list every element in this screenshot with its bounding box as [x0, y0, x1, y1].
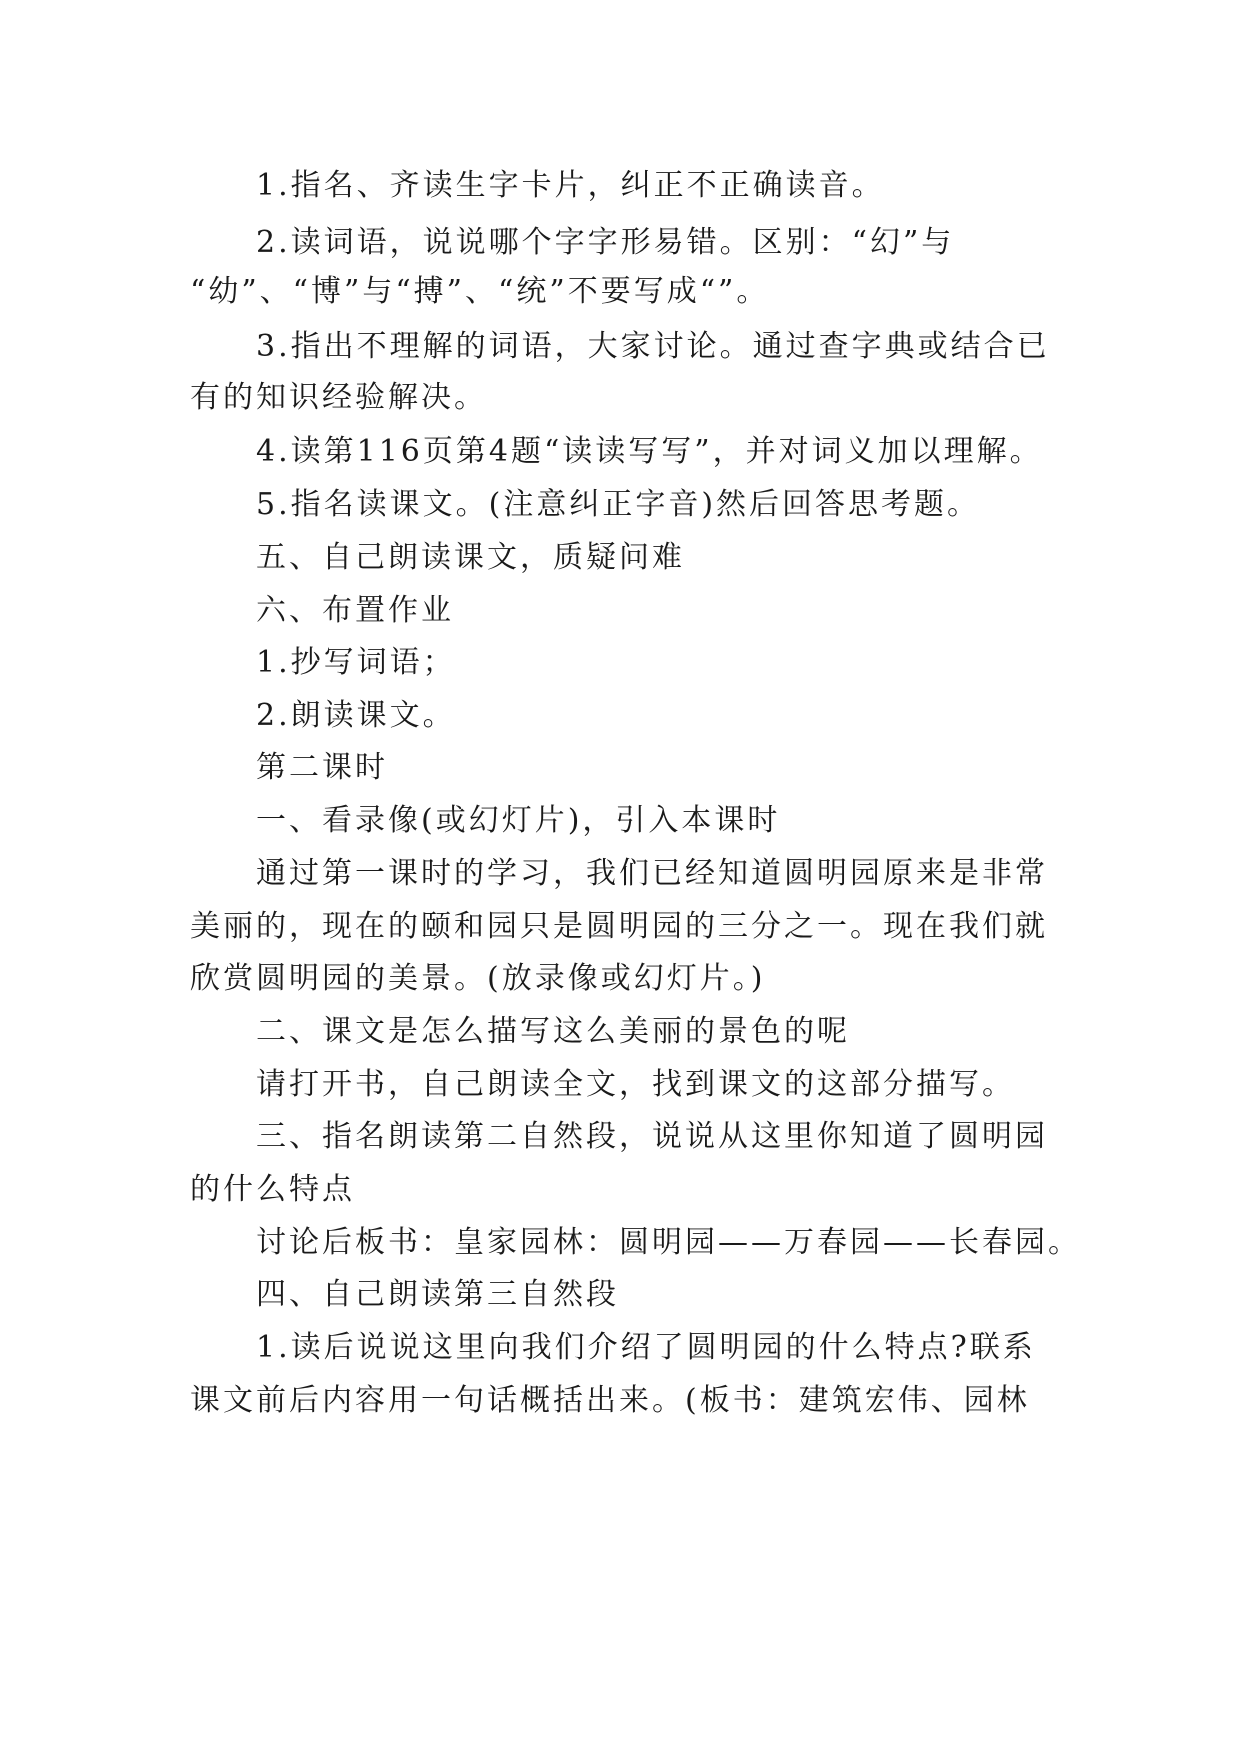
paragraph-line: 4.读第116页第4题“读读写写”，并对词义加以理解。 — [256, 434, 1043, 469]
paragraph-line: 1.指名、齐读生字卡片，纠正不正确读音。 — [256, 168, 885, 203]
section-heading: 六、布置作业 — [256, 593, 454, 628]
section-heading: 五、自己朗读课文，质疑问难 — [256, 540, 685, 575]
paragraph-line: 2.读词语，说说哪个字字形易错。区别：“幻”与 — [256, 225, 955, 260]
paragraph-line: 5.指名读课文。(注意纠正字音)然后回答思考题。 — [256, 487, 981, 522]
paragraph-line: 请打开书，自己朗读全文，找到课文的这部分描写。 — [256, 1067, 1015, 1102]
paragraph-line: 3.指出不理解的词语，大家讨论。通过查字典或结合已 — [256, 329, 1050, 364]
lesson-heading: 第二课时 — [256, 750, 388, 785]
paragraph-line: 有的知识经验解决。 — [190, 380, 487, 415]
paragraph-line: “幼”、“博”与“搏”、“统”不要写成“”。 — [190, 274, 770, 309]
paragraph-line: 1.抄写词语； — [256, 645, 456, 680]
section-heading: 三、指名朗读第二自然段，说说从这里你知道了圆明园 — [256, 1119, 1048, 1154]
section-heading: 二、课文是怎么描写这么美丽的景色的呢 — [256, 1014, 850, 1049]
paragraph-line: 课文前后内容用一句话概括出来。(板书：建筑宏伟、园林 — [190, 1383, 1030, 1418]
paragraph-line: 美丽的，现在的颐和园只是圆明园的三分之一。现在我们就 — [190, 909, 1048, 944]
paragraph-line: 欣赏圆明园的美景。(放录像或幻灯片。) — [190, 961, 766, 996]
section-heading: 一、看录像(或幻灯片)，引入本课时 — [256, 803, 781, 838]
paragraph-line: 1.读后说说这里向我们介绍了圆明园的什么特点?联系 — [256, 1330, 1036, 1365]
section-heading: 四、自己朗读第三自然段 — [256, 1277, 619, 1312]
paragraph-line: 讨论后板书：皇家园林：圆明园——万春园——长春园。 — [256, 1225, 1081, 1260]
paragraph-line: 2.朗读课文。 — [256, 698, 456, 733]
section-heading: 的什么特点 — [190, 1172, 355, 1207]
paragraph-line: 通过第一课时的学习，我们已经知道圆明园原来是非常 — [256, 856, 1048, 891]
